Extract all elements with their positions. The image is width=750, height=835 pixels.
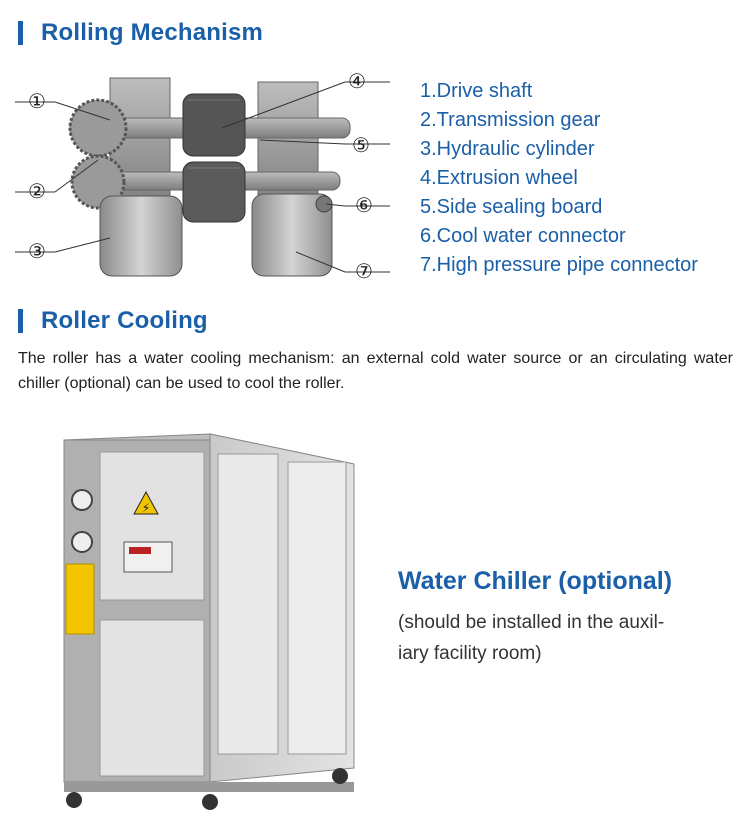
pressure-gauge-icon — [72, 532, 92, 552]
caster-wheel-icon — [332, 768, 348, 784]
legend-item: 1.Drive shaft — [420, 80, 533, 102]
hydraulic-cylinder-left — [100, 196, 182, 276]
section-header-cooling — [18, 307, 208, 335]
callout-4: ④ — [348, 69, 366, 93]
extrusion-wheel-lower — [183, 162, 245, 222]
legend-item: 5.Side sealing board — [420, 196, 603, 218]
callout-1: ① — [28, 89, 46, 113]
frame-block-right — [258, 82, 318, 210]
callout-5: ⑤ — [352, 133, 370, 157]
pressure-gauge-icon — [72, 490, 92, 510]
legend-item: 6.Cool water connector — [420, 225, 626, 247]
chiller-lower-door — [100, 620, 204, 776]
temperature-controller — [124, 542, 172, 572]
extrusion-wheel-upper — [183, 94, 245, 156]
legend-item: 2.Transmission gear — [420, 109, 601, 131]
callout-6: ⑥ — [355, 193, 373, 217]
rolling-mechanism-illustration — [0, 60, 410, 292]
section-title-cooling: Roller Cooling — [41, 307, 208, 334]
callout-2: ② — [28, 179, 46, 203]
chiller-control-panel — [100, 452, 204, 600]
legend-item: 4.Extrusion wheel — [420, 167, 578, 189]
caster-wheel-icon — [202, 794, 218, 810]
caster-wheel-icon — [66, 792, 82, 808]
legend-item: 7.High pressure pipe connector — [420, 254, 698, 276]
chiller-note-line: iary facility room) — [398, 643, 542, 664]
chiller-note — [398, 607, 718, 669]
chiller-note-line: (should be installed in the auxil- — [398, 612, 665, 633]
svg-text:⚡: ⚡ — [141, 501, 151, 515]
chiller-title: Water Chiller (optional) — [398, 567, 673, 595]
cooling-description: The roller has a water cooling mechanism: an external cold water source or an circulating water chiller (optional) can be used to cool the roller. — [18, 350, 733, 392]
section-accent-bar — [18, 21, 23, 45]
water-chiller-illustration — [60, 432, 360, 817]
section-title-rolling: Rolling Mechanism — [41, 19, 264, 46]
section-header-rolling — [18, 19, 263, 47]
callout-7: ⑦ — [355, 259, 373, 283]
section-accent-bar — [18, 309, 23, 333]
callout-3: ③ — [28, 239, 46, 263]
component-legend — [420, 77, 698, 280]
transmission-gear-upper — [70, 100, 126, 156]
warning-label — [66, 564, 94, 634]
legend-item: 3.Hydraulic cylinder — [420, 138, 595, 160]
